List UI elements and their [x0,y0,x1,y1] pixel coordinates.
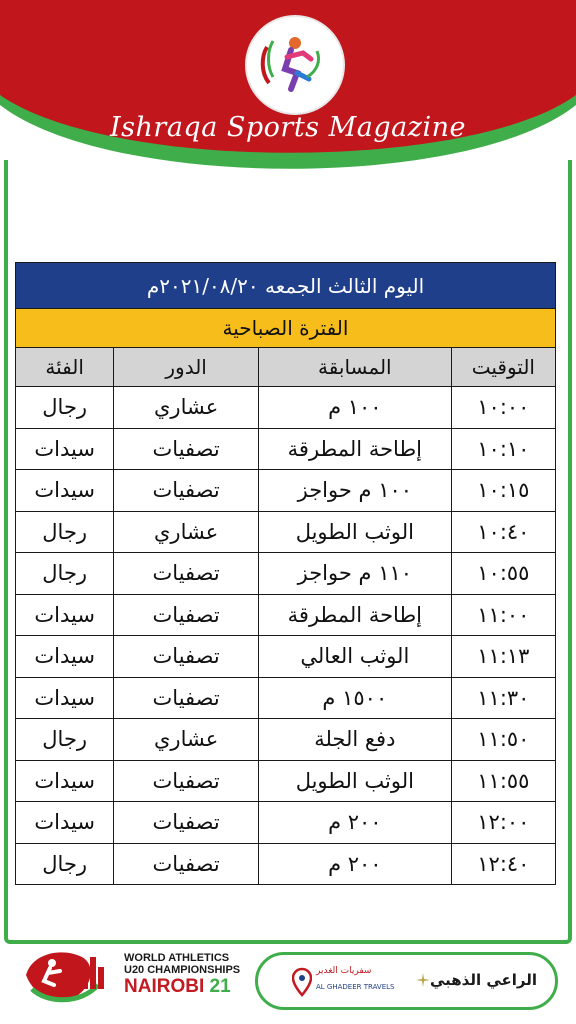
cell-round: عشاري [114,719,259,761]
col-header-round: الدور [114,348,259,387]
cell-time: ١١:٠٠ [451,594,555,636]
cell-time: ١٠:٠٠ [451,387,555,429]
table-row [16,843,556,885]
cell-round: تصفيات [114,802,259,844]
table-row [16,594,556,636]
cell-time: ١٠:٥٥ [451,553,555,595]
cell-category: رجال [16,843,114,885]
cell-category: سيدات [16,428,114,470]
cell-time: ١٠:٤٠ [451,511,555,553]
col-header-event: المسابقة [258,348,451,387]
cell-event: ١٠٠ م [258,387,451,429]
table-row [16,511,556,553]
location-pin-icon [292,967,312,997]
cell-event: ٢٠٠ م [258,843,451,885]
schedule-period: الفترة الصباحية [16,309,556,348]
schedule-table [15,262,556,885]
cell-category: سيدات [16,470,114,512]
table-row [16,760,556,802]
cell-event: ١١٠ م حواجز [258,553,451,595]
wa-year: 21 [209,976,231,997]
cell-round: تصفيات [114,553,259,595]
cell-event: إطاحة المطرقة [258,428,451,470]
cell-category: رجال [16,511,114,553]
cell-time: ١١:٥٠ [451,719,555,761]
cell-category: رجال [16,719,114,761]
sponsor-name-en: AL GHADEER TRAVELS [316,983,395,991]
cell-event: الوثب الطويل [258,511,451,553]
cell-round: عشاري [114,387,259,429]
sponsor-label: الراعي الذهبي [429,971,537,989]
cell-round: تصفيات [114,677,259,719]
cell-category: رجال [16,553,114,595]
cell-event: ١٠٠ م حواجز [258,470,451,512]
cell-event: ٢٠٠ م [258,802,451,844]
schedule-day-title: اليوم الثالث الجمعه ٢٠٢١/٠٨/٢٠م [16,263,556,309]
cell-category: سيدات [16,760,114,802]
table-row [16,677,556,719]
cell-category: سيدات [16,594,114,636]
championship-branding [124,952,240,998]
cell-round: تصفيات [114,594,259,636]
magazine-logo [245,15,345,115]
cell-time: ١١:٣٠ [451,677,555,719]
cell-round: عشاري [114,511,259,553]
cell-time: ١٠:١٠ [451,428,555,470]
cell-category: رجال [16,387,114,429]
wa-line1: WORLD ATHLETICS [124,952,230,964]
cell-event: ١٥٠٠ م [258,677,451,719]
cell-time: ١٠:١٥ [451,470,555,512]
table-row [16,470,556,512]
col-header-time: التوقيت [451,348,555,387]
col-header-category: الفئة [16,348,114,387]
cell-time: ١١:١٣ [451,636,555,678]
table-row [16,636,556,678]
cell-round: تصفيات [114,843,259,885]
table-row [16,428,556,470]
cell-time: ١٢:٠٠ [451,802,555,844]
cell-category: سيدات [16,802,114,844]
table-row [16,802,556,844]
table-row [16,719,556,761]
cell-round: تصفيات [114,636,259,678]
cell-event: دفع الجلة [258,719,451,761]
column-header-row [16,348,556,387]
cell-round: تصفيات [114,470,259,512]
cell-event: الوثب الطويل [258,760,451,802]
cell-round: تصفيات [114,428,259,470]
cell-time: ١٢:٤٠ [451,843,555,885]
cell-time: ١١:٥٥ [451,760,555,802]
cell-round: تصفيات [114,760,259,802]
magazine-title: Ishraqa Sports Magazine [110,112,466,143]
sponsor-name-ar: سفريات الغدير [316,966,372,976]
table-row [16,387,556,429]
sparkle-icon [416,973,430,987]
cell-category: سيدات [16,636,114,678]
gold-sponsor-badge [255,952,558,1010]
table-row [16,553,556,595]
cell-event: الوثب العالي [258,636,451,678]
world-athletics-logo [22,945,118,1007]
cell-event: إطاحة المطرقة [258,594,451,636]
wa-city: NAIROBI [124,976,205,997]
wa-line2: U20 CHAMPIONSHIPS [124,964,241,976]
runner-icon [247,17,343,113]
cell-category: سيدات [16,677,114,719]
